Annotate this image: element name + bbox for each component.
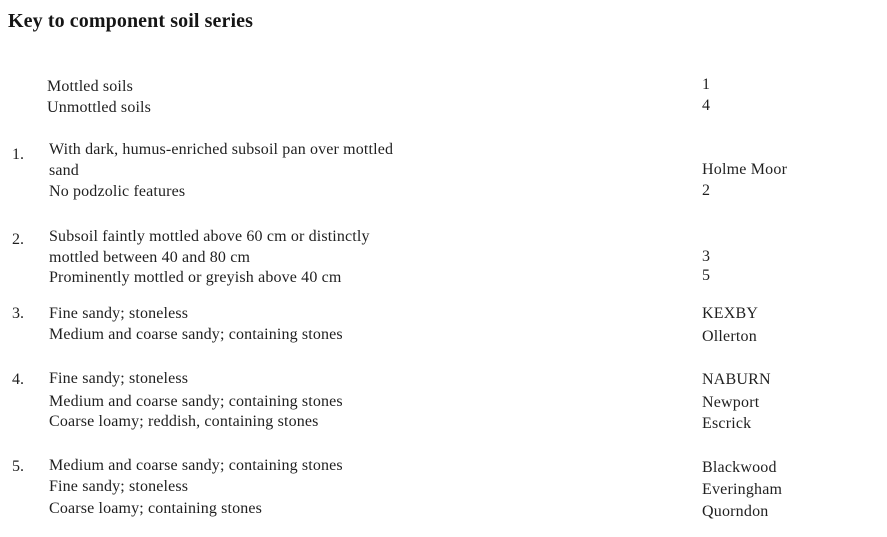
section-number: 3.	[12, 305, 24, 322]
section-number: 5.	[12, 458, 24, 475]
section-value: Everingham	[702, 481, 783, 498]
section-value: Ollerton	[702, 328, 757, 345]
section-value: Holme Moor	[702, 161, 788, 178]
section-number: 2.	[12, 231, 24, 248]
intro-item-value: 4	[702, 97, 711, 114]
section-value: 2	[702, 182, 711, 199]
section-line: Coarse loamy; reddish, containing stones	[49, 413, 319, 430]
page-title: Key to component soil series	[8, 10, 253, 32]
section-line: Fine sandy; stoneless	[49, 370, 189, 387]
section-line: Coarse loamy; containing stones	[49, 500, 263, 517]
section-value: Escrick	[702, 415, 752, 432]
intro-item-label: Mottled soils	[47, 78, 133, 95]
intro-item-value: 1	[702, 76, 711, 93]
section-line: No podzolic features	[49, 183, 186, 200]
section-value: Blackwood	[702, 459, 777, 476]
section-number: 1.	[12, 146, 24, 163]
section-value: KEXBY	[702, 305, 759, 322]
section-line: Medium and coarse sandy; containing stones	[49, 326, 343, 343]
section-value: Newport	[702, 394, 760, 411]
section-value: 3	[702, 248, 711, 265]
section-value: Quorndon	[702, 503, 769, 520]
section-number: 4.	[12, 371, 24, 388]
section-line: With dark, humus-enriched subsoil pan over mottled	[49, 141, 394, 158]
section-value: NABURN	[702, 371, 771, 388]
section-line: Prominently mottled or greyish above 40 cm	[49, 269, 342, 286]
intro-item-label: Unmottled soils	[47, 99, 152, 116]
section-line: Fine sandy; stoneless	[49, 478, 189, 495]
section-line: Fine sandy; stoneless	[49, 305, 189, 322]
section-line: sand	[49, 162, 79, 179]
section-line: mottled between 40 and 80 cm	[49, 249, 251, 266]
section-line: Medium and coarse sandy; containing stones	[49, 393, 343, 410]
section-value: 5	[702, 267, 711, 284]
section-line: Subsoil faintly mottled above 60 cm or distinctly	[49, 228, 370, 245]
section-line: Medium and coarse sandy; containing stones	[49, 457, 343, 474]
